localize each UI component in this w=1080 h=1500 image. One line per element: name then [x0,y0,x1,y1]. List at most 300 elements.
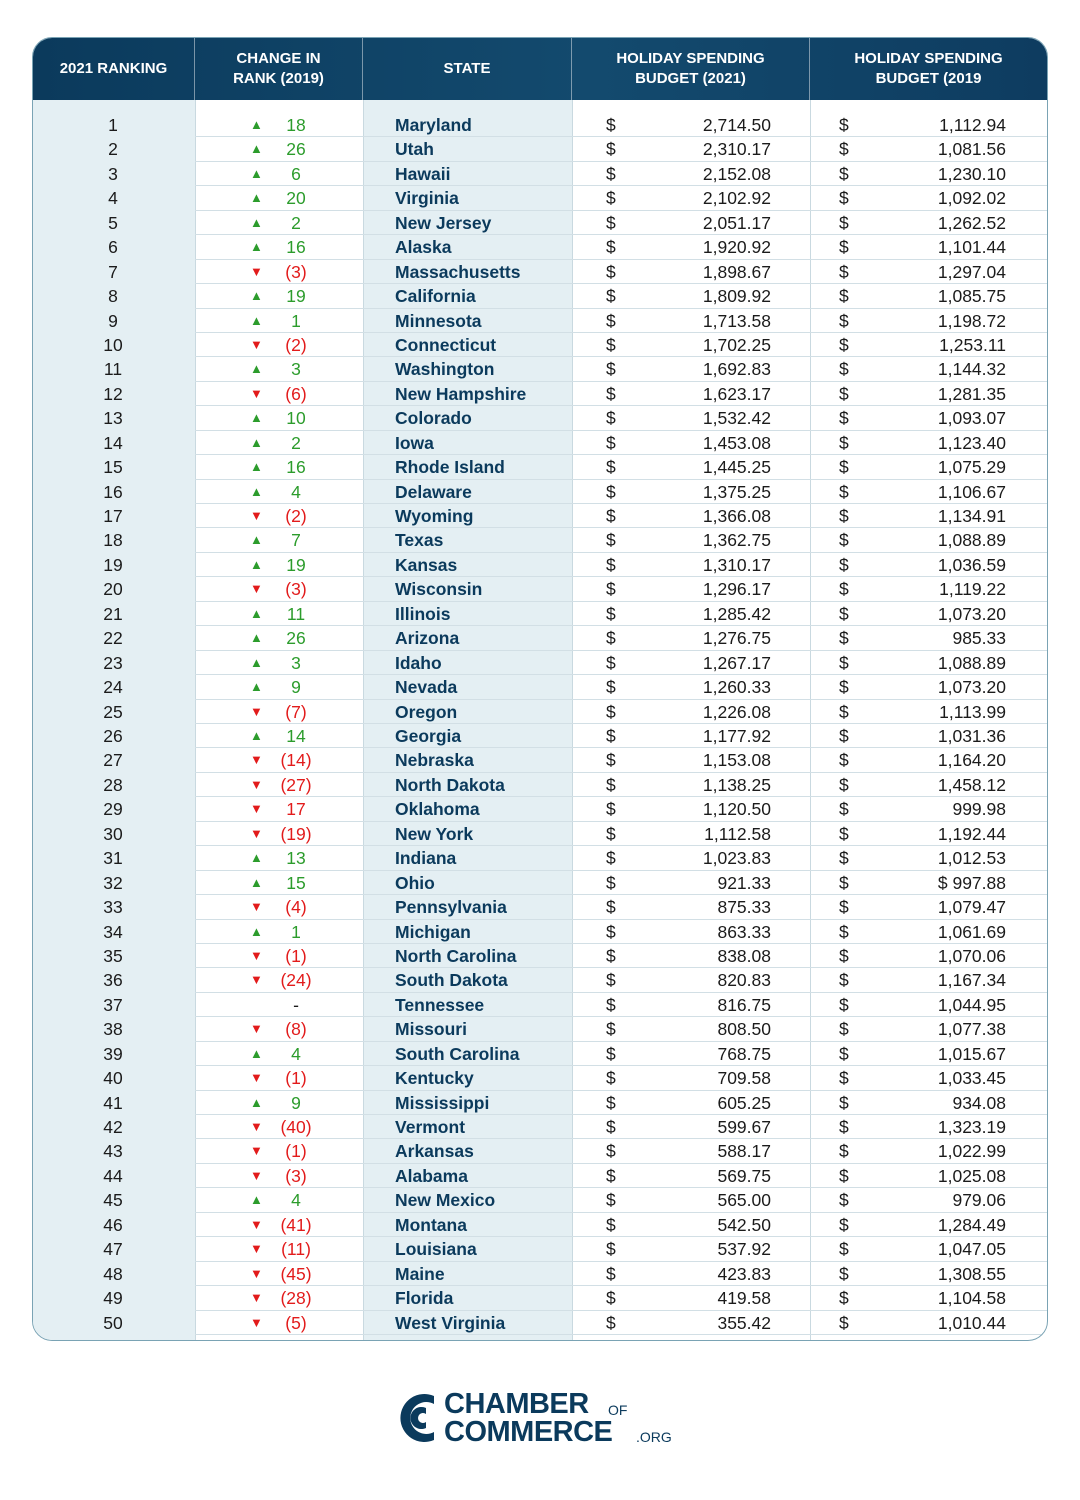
budget-2019-cell: 1,088.89 [937,530,1006,551]
triangle-up-icon: ▲ [250,605,263,621]
state-cell: Kansas [395,554,458,575]
change-cell [195,700,361,724]
rank-cell: 9 [108,310,118,331]
table-row [33,724,1047,748]
state-cell: Florida [395,1288,454,1309]
change-value: (28) [280,1288,312,1309]
triangle-up-icon: ▲ [250,190,263,206]
budget-2021-cell: 1,276.75 [702,628,771,649]
currency-sign: $ [606,334,616,355]
rank-cell: 34 [103,921,123,942]
table-row [33,944,1047,968]
rank-cell: 23 [103,652,123,673]
state-cell: Tennessee [395,994,485,1015]
currency-sign: $ [839,1117,849,1138]
budget-2019-cell: 1,044.95 [937,994,1006,1015]
budget-2019-cell: 1,164.20 [937,750,1006,771]
budget-2019-cell: 1,070.06 [937,945,1006,966]
change-cell [195,773,361,797]
triangle-down-icon: ▼ [250,1070,263,1086]
header-change: CHANGE IN RANK (2019) [195,38,363,100]
header-rank: 2021 RANKING [33,38,195,100]
state-cell: South Dakota [395,970,508,991]
budget-2019-cell: 1,073.20 [937,677,1006,698]
triangle-up-icon: ▲ [250,1045,263,1061]
rank-cell: 12 [103,383,123,404]
currency-sign: $ [606,701,616,722]
budget-2019-cell: 979.06 [952,1190,1006,1211]
state-cell: Arizona [395,628,460,649]
rank-cell: 26 [103,726,123,746]
currency-sign: $ [606,1190,616,1211]
change-cell [195,626,361,650]
rank-cell: 4 [108,188,118,209]
table-header [33,38,1047,100]
change-value: 3 [291,652,301,673]
change-value: 19 [286,286,306,307]
currency-sign: $ [839,408,849,429]
change-value: - [293,994,299,1015]
state-cell: Montana [395,1214,467,1235]
budget-2019-cell: 1,025.08 [937,1165,1006,1186]
budget-2021-cell: 537.92 [717,1239,771,1260]
budget-2019-cell: 1,012.53 [937,848,1006,869]
change-cell [195,822,361,846]
rank-cell: 20 [103,579,123,600]
change-value: (1) [285,945,307,966]
currency-sign: $ [839,1043,849,1064]
currency-sign: $ [606,188,616,209]
currency-sign: $ [839,628,849,649]
budget-2021-cell: 1,692.83 [702,359,771,380]
budget-2019-cell: 999.98 [952,799,1006,820]
currency-sign: $ [606,310,616,331]
budget-2021-cell: 599.67 [717,1117,771,1138]
change-value: 18 [286,115,306,135]
budget-2019-cell: 1,113.99 [939,701,1006,722]
table-row [33,822,1047,846]
currency-sign: $ [606,139,616,160]
currency-sign: $ [839,212,849,233]
state-cell: New Jersey [395,212,492,233]
rank-cell: 24 [103,677,123,698]
triangle-down-icon: ▼ [250,825,263,841]
change-value: (2) [285,334,307,355]
triangle-down-icon: ▼ [250,1143,263,1159]
triangle-down-icon: ▼ [250,1119,263,1135]
budget-2021-cell: 875.33 [717,897,771,918]
state-cell: Idaho [395,652,442,673]
currency-sign: $ [839,286,849,307]
change-cell [195,382,361,406]
budget-2019-cell: 1,104.58 [937,1288,1006,1309]
budget-2019-cell: 1,085.75 [937,286,1006,307]
rank-cell: 5 [108,212,118,233]
state-cell: Pennsylvania [395,897,507,918]
table-row [33,113,1047,137]
change-cell [195,602,361,626]
rank-cell: 48 [103,1263,123,1284]
table-row [33,1262,1047,1286]
currency-sign: $ [839,359,849,380]
rank-cell: 46 [103,1214,123,1235]
state-cell: Alaska [395,237,452,258]
change-cell [195,480,361,504]
currency-sign: $ [839,1141,849,1162]
change-value: (3) [285,1165,307,1186]
table-row [33,773,1047,797]
budget-2021-cell: 1,120.50 [702,799,771,820]
rank-cell: 30 [103,823,123,844]
change-value: (1) [285,1141,307,1162]
currency-sign: $ [606,1019,616,1040]
rank-cell: 25 [103,701,123,722]
state-cell: New Hampshire [395,383,527,404]
currency-sign: $ [606,408,616,429]
change-value: (41) [280,1214,312,1235]
budget-2021-cell: 1,532.42 [702,408,771,429]
triangle-up-icon: ▲ [250,532,263,548]
currency-sign: $ [606,1043,616,1064]
currency-sign: $ [606,261,616,282]
state-cell: Oregon [395,701,458,722]
table-row [33,455,1047,479]
rank-cell: 7 [108,261,118,282]
state-cell: Texas [395,530,444,551]
state-cell: New Mexico [395,1190,496,1211]
currency-sign: $ [606,359,616,380]
currency-sign: $ [606,799,616,820]
currency-sign: $ [839,579,849,600]
rank-cell: 8 [108,286,118,307]
table-row [33,1311,1047,1335]
table-row [33,920,1047,944]
change-cell [195,724,361,748]
change-cell [195,211,361,235]
triangle-up-icon: ▲ [250,728,263,743]
currency-sign: $ [839,237,849,258]
table-row [33,1091,1047,1115]
table-row [33,748,1047,772]
rank-cell: 22 [103,628,123,649]
currency-sign: $ [839,1019,849,1040]
budget-2019-cell: 1,123.40 [937,432,1006,453]
budget-2021-cell: 1,713.58 [702,310,771,331]
rank-cell: 33 [103,897,123,918]
currency-sign: $ [606,970,616,991]
triangle-up-icon: ▲ [250,141,263,157]
change-cell [195,1164,361,1188]
change-cell [195,1115,361,1139]
table-row [33,871,1047,895]
table-row [33,137,1047,161]
state-cell: California [395,286,476,307]
logo-of: OF [608,1402,628,1418]
change-value: 7 [291,530,301,551]
change-cell [195,284,361,308]
currency-sign: $ [606,1312,616,1333]
currency-sign: $ [839,188,849,209]
triangle-up-icon: ▲ [250,434,263,450]
triangle-down-icon: ▼ [250,263,263,279]
rank-cell: 27 [103,750,123,771]
triangle-down-icon: ▼ [250,947,263,963]
rank-cell: 50 [103,1312,123,1333]
state-cell: Oklahoma [395,799,480,820]
currency-sign: $ [606,530,616,551]
state-cell: Ohio [395,872,435,893]
change-cell [195,113,361,137]
triangle-up-icon: ▲ [250,850,263,866]
budget-2019-cell: 1,262.52 [937,212,1006,233]
budget-2021-cell: 1,296.17 [702,579,771,600]
rank-cell: 2 [108,139,118,160]
triangle-down-icon: ▼ [250,703,263,719]
budget-2021-cell: 808.50 [717,1019,771,1040]
currency-sign: $ [839,970,849,991]
budget-2021-cell: 565.00 [717,1190,771,1211]
budget-2019-cell: 985.33 [952,628,1006,649]
state-cell: Delaware [395,481,472,502]
budget-2019-cell: 1,077.38 [937,1019,1006,1040]
rank-cell: 31 [103,848,123,869]
rank-cell: 6 [108,237,118,258]
currency-sign: $ [606,774,616,795]
change-cell [195,406,361,430]
currency-sign: $ [839,457,849,478]
budget-2019-cell: 1,281.35 [937,383,1006,404]
change-cell [195,431,361,455]
table-row [33,651,1047,675]
currency-sign: $ [606,1165,616,1186]
triangle-down-icon: ▼ [250,1314,263,1330]
currency-sign: $ [606,872,616,893]
table-row [33,1066,1047,1090]
change-value: 4 [291,1043,301,1064]
budget-2021-cell: 768.75 [717,1043,771,1064]
change-cell [195,1017,361,1041]
change-value: 17 [286,799,306,820]
state-cell: North Carolina [395,945,517,966]
table-row [33,577,1047,601]
logo-c-mark-icon [396,1390,440,1446]
table-row [33,162,1047,186]
change-value: 19 [286,554,306,575]
currency-sign: $ [839,506,849,527]
budget-2021-cell: 1,702.25 [702,334,771,355]
currency-sign: $ [606,677,616,698]
budget-2019-cell: 1,093.07 [937,408,1006,429]
table-row [33,846,1047,870]
currency-sign: $ [839,1190,849,1211]
budget-2019-cell: 1,192.44 [937,823,1006,844]
currency-sign: $ [839,481,849,502]
rank-cell: 49 [103,1288,123,1309]
budget-2019-cell: 1,134.91 [937,506,1006,527]
state-cell: Massachusetts [395,261,521,282]
rank-cell: 1 [108,115,118,135]
rank-cell: 11 [103,359,123,380]
budget-2021-cell: 2,152.08 [702,163,771,184]
budget-2019-cell: 1,036.59 [937,554,1006,575]
table-row [33,431,1047,455]
budget-2021-cell: 1,623.17 [702,383,771,404]
currency-sign: $ [839,603,849,624]
currency-sign: $ [839,432,849,453]
change-cell [195,1262,361,1286]
triangle-down-icon: ▼ [250,899,263,915]
table-row [33,1213,1047,1237]
currency-sign: $ [606,823,616,844]
change-cell [195,968,361,992]
budget-2019-cell: 1,081.56 [937,139,1006,160]
change-cell [195,1066,361,1090]
budget-2021-cell: 1,177.92 [702,726,771,746]
currency-sign: $ [839,1092,849,1113]
currency-sign: $ [606,652,616,673]
budget-2021-cell: 1,310.17 [702,554,771,575]
change-value: (7) [285,701,307,722]
currency-sign: $ [839,310,849,331]
change-value: 4 [291,1190,301,1211]
change-cell [195,1042,361,1066]
currency-sign: $ [839,823,849,844]
table-row [33,528,1047,552]
change-value: 3 [291,359,301,380]
logo-commerce: COMMERCE [444,1416,613,1448]
triangle-up-icon: ▲ [250,1192,263,1208]
table-row [33,968,1047,992]
budget-2021-cell: 1,023.83 [702,848,771,869]
triangle-up-icon: ▲ [250,874,263,890]
table-row [33,1188,1047,1212]
state-cell: Missouri [395,1019,467,1040]
budget-2019-cell: 1,088.89 [937,652,1006,673]
budget-2019-cell: 934.08 [952,1092,1006,1113]
currency-sign: $ [839,799,849,820]
currency-sign: $ [606,579,616,600]
budget-2021-cell: 1,267.17 [702,652,771,673]
budget-2019-cell: 1,112.94 [939,115,1006,135]
change-cell [195,895,361,919]
budget-2021-cell: 2,102.92 [702,188,771,209]
budget-2019-cell: 1,458.12 [937,774,1006,795]
state-cell: Wyoming [395,506,474,527]
budget-2021-cell: 605.25 [717,1092,771,1113]
rank-cell: 15 [103,457,123,478]
change-cell [195,1286,361,1310]
logo-chamber: CHAMBER [444,1388,589,1420]
state-cell: Iowa [395,432,434,453]
rank-cell: 21 [103,603,123,624]
rank-cell: 41 [103,1092,123,1113]
change-value: 6 [291,163,301,184]
change-value: (24) [280,970,312,991]
change-value: 9 [291,677,301,698]
table-row [33,675,1047,699]
change-value: (19) [280,823,312,844]
rank-cell: 14 [103,432,123,453]
budget-2021-cell: 2,051.17 [702,212,771,233]
header-budget-2019: HOLIDAY SPENDING BUDGET (2019 [854,50,1003,87]
budget-2021-cell: 816.75 [717,994,771,1015]
budget-2021-cell: 423.83 [717,1263,771,1284]
change-cell [195,748,361,772]
budget-2021-cell: 921.33 [717,872,771,893]
currency-sign: $ [839,554,849,575]
change-cell [195,553,361,577]
state-cell: Arkansas [395,1141,474,1162]
currency-sign: $ [606,554,616,575]
budget-2021-cell: 820.83 [717,970,771,991]
change-cell [195,1139,361,1163]
state-cell: Utah [395,139,434,160]
state-cell: Alabama [395,1165,468,1186]
change-cell [195,333,361,357]
table-row [33,235,1047,259]
change-cell [195,993,361,1017]
triangle-up-icon: ▲ [250,459,263,475]
budget-2021-cell: 1,285.42 [702,603,771,624]
triangle-up-icon: ▲ [250,288,263,304]
change-cell [195,846,361,870]
currency-sign: $ [839,163,849,184]
change-cell [195,651,361,675]
currency-sign: $ [606,1288,616,1309]
change-cell [195,920,361,944]
change-cell [195,1311,361,1335]
rank-cell: 40 [103,1068,123,1089]
currency-sign: $ [606,603,616,624]
change-cell [195,235,361,259]
triangle-up-icon: ▲ [250,483,263,499]
change-cell [195,1213,361,1237]
change-value: (45) [280,1263,312,1284]
change-cell [195,137,361,161]
change-value: (3) [285,579,307,600]
rank-cell: 32 [103,872,123,893]
budget-2021-cell: 1,112.58 [704,823,771,844]
currency-sign: $ [839,1068,849,1089]
state-cell: Michigan [395,921,471,942]
budget-2021-cell: 542.50 [717,1214,771,1235]
triangle-up-icon: ▲ [250,556,263,572]
change-value: (8) [285,1019,307,1040]
budget-2021-cell: 1,366.08 [702,506,771,527]
change-cell [195,675,361,699]
budget-2019-cell: 1,031.36 [937,726,1006,746]
budget-2021-cell: 569.75 [717,1165,771,1186]
budget-2021-cell: 1,809.92 [702,286,771,307]
rank-cell: 44 [103,1165,123,1186]
currency-sign: $ [839,677,849,698]
budget-2019-cell: 1,092.02 [937,188,1006,209]
change-value: (14) [280,750,312,771]
change-value: 20 [286,188,306,209]
currency-sign: $ [606,1239,616,1260]
change-cell [195,1188,361,1212]
change-value: (27) [280,774,312,795]
table-row [33,1017,1047,1041]
currency-sign: $ [839,726,849,746]
change-cell [195,797,361,821]
triangle-down-icon: ▼ [250,508,263,524]
state-cell: Louisiana [395,1239,477,1260]
state-cell: Kentucky [395,1068,474,1089]
budget-2021-cell: 709.58 [717,1068,771,1089]
triangle-up-icon: ▲ [250,214,263,230]
currency-sign: $ [839,701,849,722]
